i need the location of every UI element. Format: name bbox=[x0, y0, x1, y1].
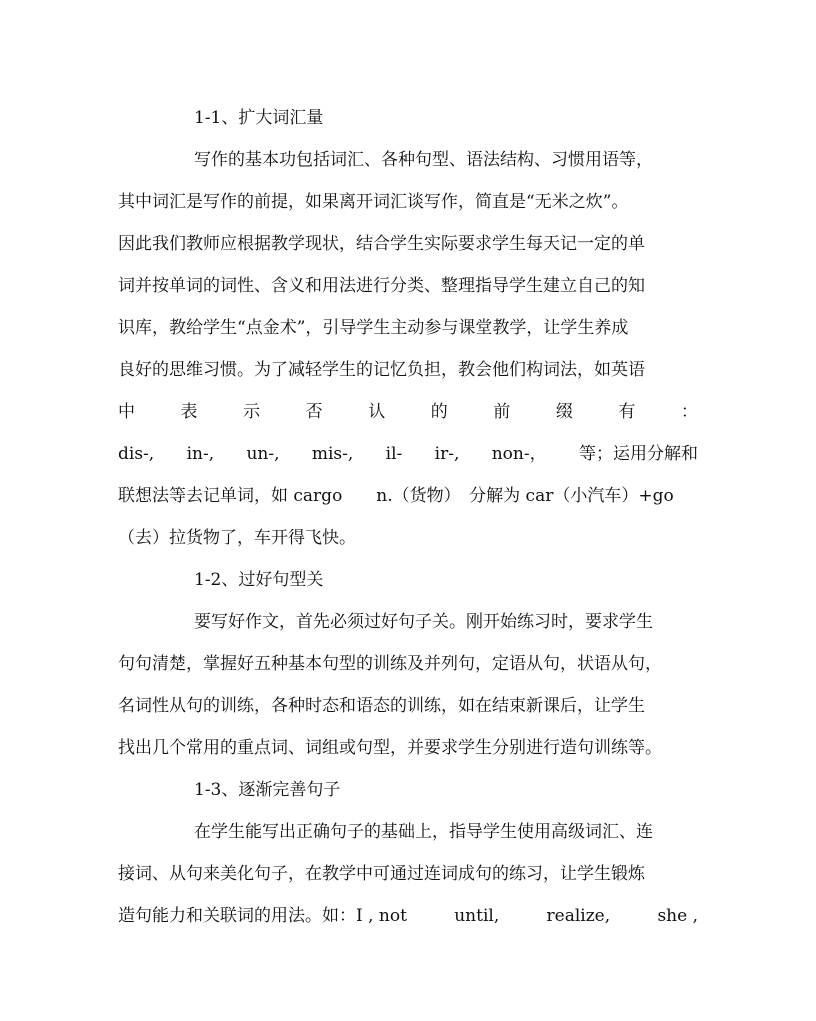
word: 认 bbox=[368, 402, 386, 422]
paragraph-last-line bbox=[118, 902, 698, 930]
paragraph-line: （去）拉货物了，车开得飞快。 bbox=[118, 528, 356, 548]
word: 表 bbox=[180, 402, 198, 422]
word: she , bbox=[657, 906, 698, 926]
paragraph-line: 找出几个常用的重点词、词组或句型，并要求学生分别进行造句训练等。 bbox=[118, 738, 662, 758]
word: 有 bbox=[618, 402, 636, 422]
prefix-list-line bbox=[118, 440, 698, 468]
prefix: mis-, bbox=[311, 444, 354, 464]
section-heading-1-1: 1-1、扩大词汇量 bbox=[194, 108, 324, 128]
word: 否 bbox=[305, 402, 323, 422]
word: ： bbox=[680, 402, 698, 422]
word: until, bbox=[454, 906, 500, 926]
prefix: 等；运用分解和 bbox=[578, 444, 698, 464]
paragraph-line: 要写好作文，首先必须过好句子关。刚开始练习时，要求学生 bbox=[194, 612, 653, 632]
prefix: in-, bbox=[186, 444, 215, 464]
section-heading-1-2: 1-2、过好句型关 bbox=[194, 570, 324, 590]
paragraph-line: 在学生能写出正确句子的基础上，指导学生使用高级词汇、连 bbox=[194, 822, 653, 842]
word: 造句能力和关联词的用法。如：I , not bbox=[118, 906, 407, 926]
paragraph-line: 句句清楚，掌握好五种基本句型的训练及并列句，定语从句，状语从句， bbox=[118, 654, 662, 674]
paragraph-line: 写作的基本功包括词汇、各种句型、语法结构、习惯用语等， bbox=[194, 150, 653, 170]
paragraph-line: 接词、从句来美化句子，在教学中可通过连词成句的练习，让学生锻炼 bbox=[118, 864, 645, 884]
paragraph-line: 因此我们教师应根据教学现状，结合学生实际要求学生每天记一定的单 bbox=[118, 234, 645, 254]
word: realize, bbox=[546, 906, 611, 926]
prefix-intro-line bbox=[118, 398, 698, 426]
paragraph-line: 名词性从句的训练，各种时态和语态的训练，如在结束新课后，让学生 bbox=[118, 696, 645, 716]
paragraph-line: 其中词汇是写作的前提，如果离开词汇谈写作，简直是“无米之炊”。 bbox=[118, 192, 629, 212]
prefix: un-, bbox=[246, 444, 280, 464]
prefix: non-， bbox=[491, 444, 547, 464]
prefix: il- bbox=[385, 444, 403, 464]
word: 前 bbox=[493, 402, 511, 422]
word: 缀 bbox=[555, 402, 573, 422]
paragraph-line: 识库，教给学生“点金术”，引导学生主动参与课堂教学，让学生养成 bbox=[118, 318, 629, 338]
word: 的 bbox=[430, 402, 448, 422]
prefix: dis-, bbox=[118, 444, 155, 464]
word: 中 bbox=[118, 402, 135, 422]
paragraph-line: 良好的思维习惯。为了减轻学生的记忆负担，教会他们构词法，如英语 bbox=[118, 360, 645, 380]
word: 示 bbox=[243, 402, 261, 422]
section-heading-1-3: 1-3、逐渐完善句子 bbox=[194, 780, 341, 800]
paragraph-line: 联想法等去记单词，如 cargo n.（货物） 分解为 car（小汽车）+go bbox=[118, 486, 674, 506]
prefix: ir-, bbox=[434, 444, 460, 464]
paragraph-line: 词并按单词的词性、含义和用法进行分类、整理指导学生建立自己的知 bbox=[118, 276, 645, 296]
